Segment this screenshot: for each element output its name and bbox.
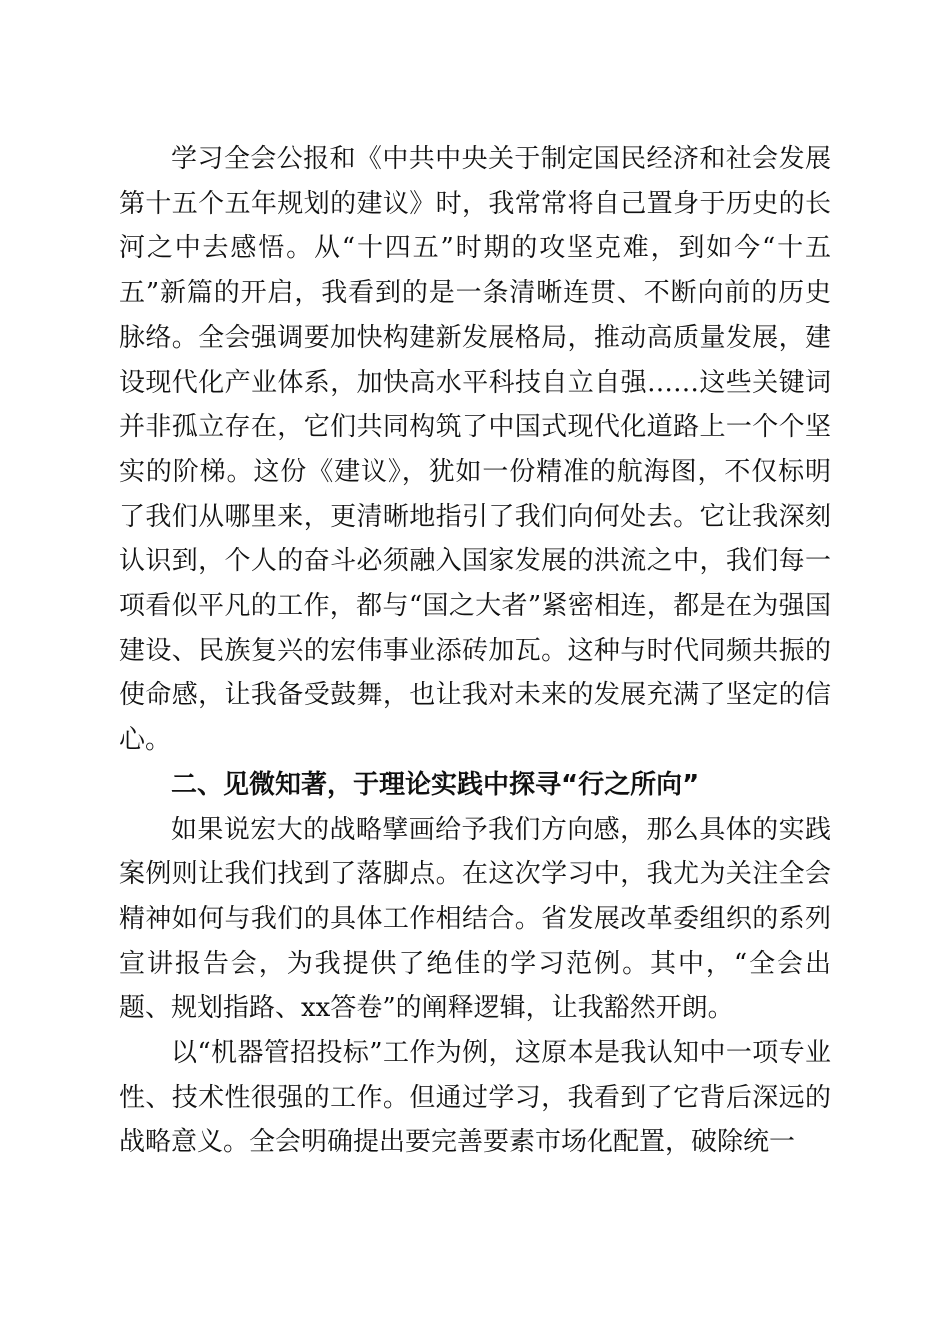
document-body [119, 137, 831, 1165]
paragraph-practice-cases: 如果说宏大的战略擘画给予我们方向感，那么具体的实践案例则让我们找到了落脚点。在这次学习中，我尤为关注全会精神如何与我们的具体工作相结合。省发展改革委组织的系列宣讲报告会，为我提供了绝佳的学习范例。其中，“全会出题、规划指路、xx答卷”的阐释逻辑，让我豁然开朗。 [119, 814, 831, 1024]
section-heading: 二、见微知著，于理论实践中探寻“行之所向” [171, 769, 700, 800]
paragraph-bidding-example: 以“机器管招投标”工作为例，这原本是我认知中一项专业性、技术性很强的工作。但通过学习，我看到了它背后深远的战略意义。全会明确提出要完善要素市场化配置，破除统一 [119, 1038, 831, 1158]
paragraph-reflection: 学习全会公报和《中共中央关于制定国民经济和社会发展第十五个五年规划的建议》时，我常常将自己置身于历史的长河之中去感悟。从“十四五”时期的攻坚克难，到如今“十五五”新篇的开启，我看到的是一条清晰连贯、不断向前的历史脉络。全会强调要加快构建新发展格局，推动高质量发展，建设现代化产业体系，加快高水平科技自立自强……这些关键词并非孤立存在，它们共同构筑了中国式现代化道路上一个个坚实的阶梯。这份《建议》，犹如一份精准的航海图，不仅标明了我们从哪里来，更清晰地指引了我们向何处去。它让我深刻认识到，个人的奋斗必须融入国家发展的洪流之中，我们每一项看似平凡的工作，都与“国之大者”紧密相连，都是在为强国建设、民族复兴的宏伟事业添砖加瓦。这种与时代同频共振的使命感，让我备受鼓舞，也让我对未来的发展充满了坚定的信心。 [119, 144, 831, 756]
